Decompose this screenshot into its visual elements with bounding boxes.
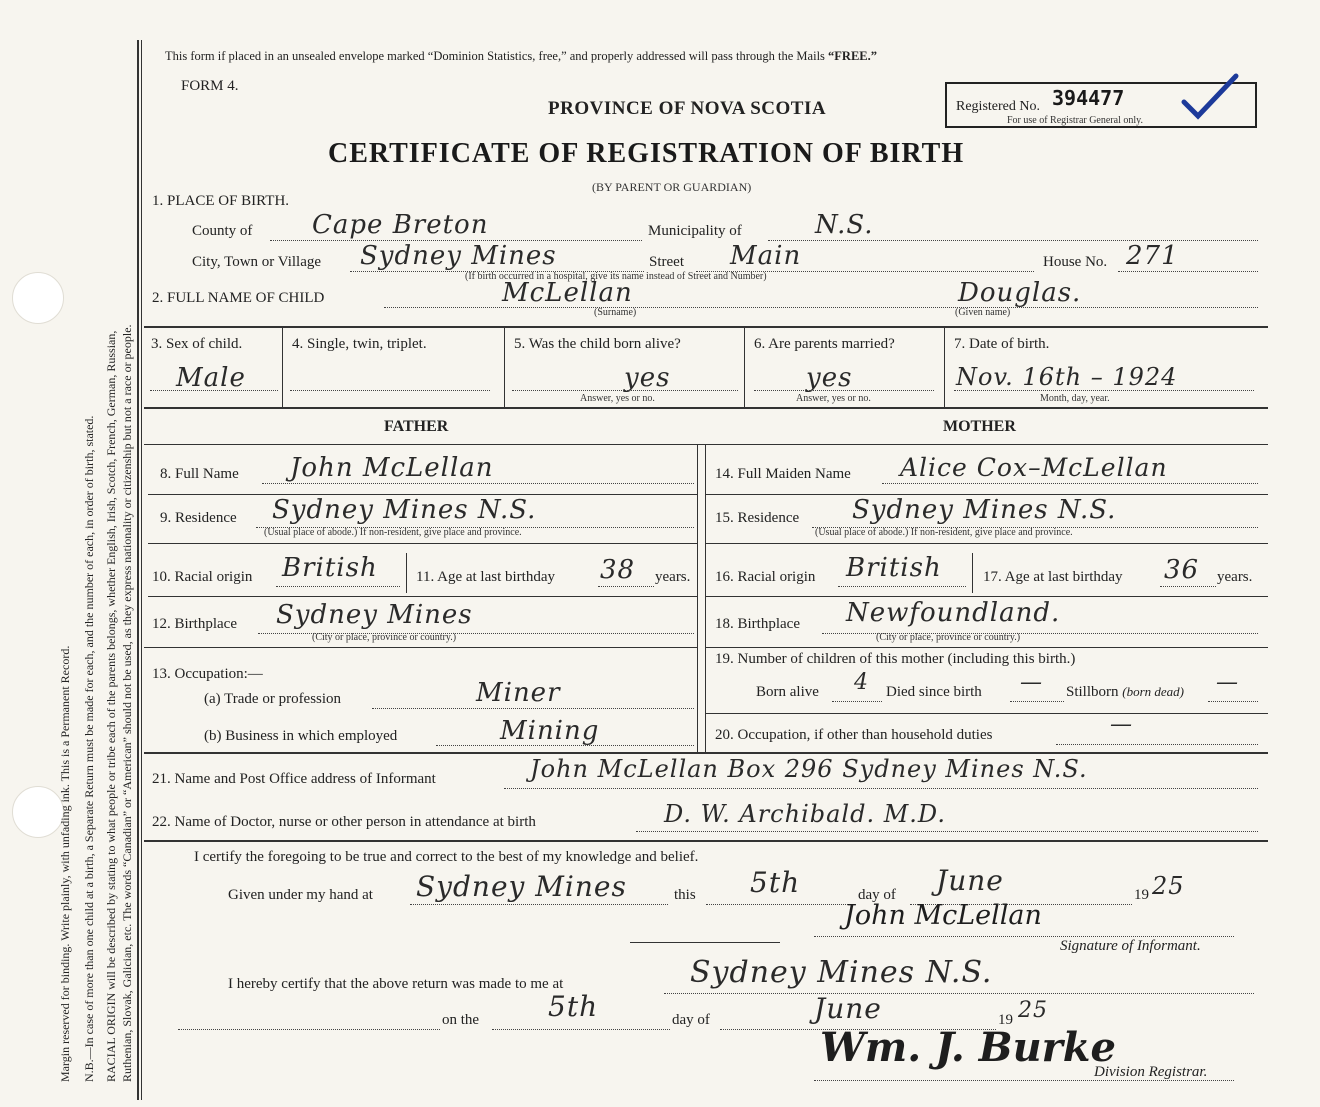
grid-top-rule (144, 326, 1268, 328)
died-since-birth-line (1010, 701, 1064, 702)
father-name-label: 8. Full Name (160, 466, 239, 482)
stillborn-value: — (1216, 670, 1239, 695)
father-name-value: John McLellan (290, 453, 494, 483)
father-age-years: years. (655, 569, 691, 585)
father-age-label: 11. Age at last birthday (416, 569, 555, 585)
given-place-value: Sydney Mines (416, 870, 627, 903)
margin-rule-inner (141, 40, 142, 1100)
mother-row-rule-2 (705, 543, 1268, 544)
registered-number: 394477 (1052, 86, 1125, 110)
business-value: Mining (500, 716, 600, 746)
on-month-value: June (814, 992, 882, 1025)
doctor-line (636, 831, 1258, 832)
given-day-value: 5th (750, 866, 801, 899)
parents-married-value: yes (806, 363, 853, 393)
city-label: City, Town or Village (192, 254, 322, 270)
municipality-value: N.S. (815, 210, 874, 240)
died-since-birth-value: — (1020, 670, 1043, 695)
doctor-label: 22. Name of Doctor, nurse or other person in attendance at birth (152, 814, 536, 830)
sex-line (150, 390, 278, 391)
father-age-value: 38 (600, 555, 636, 585)
on-year-prefix: 19 (998, 1012, 1013, 1028)
mother-residence-note: (Usual place of abode.) If non-resident, give place and province. (815, 527, 1073, 538)
mother-occupation-label: 20. Occupation, if other than household duties (715, 727, 993, 743)
date-of-birth-line (954, 390, 1254, 391)
mother-racial-line (838, 586, 966, 587)
child-surname-value: McLellan (502, 278, 633, 308)
born-alive-line (512, 390, 738, 391)
occupation-label: 13. Occupation:— (152, 666, 263, 682)
informant-signature: John McLellan (844, 900, 1042, 931)
died-since-birth-label: Died since birth (886, 684, 982, 700)
plurality-label: 4. Single, twin, triplet. (292, 336, 427, 352)
margin-note-racial-origin: RACIAL ORIGIN will be described by stating to what people or tribe each of the parents belongs, whether English, Irish, Scotch, French, German, Russian, (104, 330, 118, 1082)
informant-signature-label: Signature of Informant. (1060, 938, 1201, 954)
margin-note-racial-origin-cont: Ruthenian, Slovak, Galician, etc. The words “Canadian” or “American” should not be used, as they express nationality or citizenship but not a race or people. (120, 324, 134, 1082)
mother-name-label: 14. Full Maiden Name (715, 466, 851, 482)
parents-bottom-rule (144, 752, 1268, 754)
father-residence-note: (Usual place of abode.) If non-resident, give place and province. (264, 527, 522, 538)
father-birthplace-label: 12. Birthplace (152, 616, 237, 632)
on-year-value: 25 (1018, 998, 1048, 1023)
house-number-line (1118, 271, 1258, 272)
trade-line (372, 708, 694, 709)
mother-row-rule-3 (705, 596, 1268, 597)
father-racial-divider (406, 553, 407, 593)
hereby-certify-label: I hereby certify that the above return was made to me at (228, 976, 564, 992)
given-day-line (706, 904, 854, 905)
date-of-birth-note: Month, day, year. (1040, 393, 1110, 404)
this-label: this (674, 887, 696, 903)
municipality-line (768, 240, 1258, 241)
parents-divider-left (697, 444, 698, 752)
mother-row-rule-5 (705, 713, 1268, 714)
father-row-rule-3 (148, 596, 697, 597)
informant-value: John McLellan Box 296 Sydney Mines N.S. (530, 755, 1088, 783)
plurality-line (290, 390, 490, 391)
mother-age-years: years. (1217, 569, 1253, 585)
return-place-value: Sydney Mines N.S. (690, 955, 993, 990)
mother-age-line (1160, 586, 1216, 587)
father-row-rule-4 (144, 647, 697, 648)
given-year-prefix: 19 (1134, 887, 1149, 903)
binding-hole-bottom (12, 786, 64, 838)
house-number-label: House No. (1043, 254, 1108, 270)
day-of-label: day of (858, 887, 896, 903)
mother-racial-label: 16. Racial origin (715, 569, 816, 585)
on-the-label: on the (442, 1012, 480, 1028)
mother-residence-label: 15. Residence (715, 510, 800, 526)
city-value: Sydney Mines (360, 241, 557, 271)
given-place-line (410, 904, 668, 905)
registrar-signature: Wm. J. Burke (820, 1024, 1116, 1071)
child-given-name-value: Douglas. (958, 278, 1082, 308)
father-age-line (598, 586, 654, 587)
grid-col-rule-2 (504, 328, 505, 407)
doctor-value: D. W. Archibald. M.D. (664, 800, 946, 828)
informant-line (504, 788, 1258, 789)
mother-residence-value: Sydney Mines N.S. (852, 495, 1117, 525)
on-day-line (492, 1029, 670, 1030)
mother-occupation-value: — (1110, 712, 1133, 737)
mother-age-label: 17. Age at last birthday (983, 569, 1123, 585)
place-of-birth-heading: 1. PLACE OF BIRTH. (152, 193, 290, 209)
form-number: FORM 4. (181, 78, 239, 94)
municipality-label: Municipality of (648, 223, 742, 239)
date-of-birth-value: Nov. 16th – 1924 (956, 363, 1178, 391)
county-label: County of (192, 223, 253, 239)
signature-separator-rule (630, 942, 780, 943)
registered-number-label: Registered No. (956, 99, 1040, 114)
check-mark-icon (1180, 72, 1240, 122)
father-heading: FATHER (384, 418, 449, 435)
mother-birthplace-label: 18. Birthplace (715, 616, 800, 632)
father-row-rule-2 (148, 543, 697, 544)
given-month-value: June (936, 864, 1004, 897)
born-alive-label: 5. Was the child born alive? (514, 336, 681, 352)
mother-name-value: Alice Cox–McLellan (900, 453, 1168, 482)
stillborn-line (1208, 701, 1258, 702)
sex-value: Male (176, 363, 246, 393)
registrar-use-note: For use of Registrar General only. (1007, 115, 1143, 126)
grid-row-rule (144, 407, 1268, 409)
father-racial-label: 10. Racial origin (152, 569, 253, 585)
mother-racial-divider (972, 553, 973, 593)
certificate-title: CERTIFICATE OF REGISTRATION OF BIRTH (328, 138, 965, 169)
postal-notice: This form if placed in an unsealed envelope marked “Dominion Statistics, free,” and properly addressed will pass through the Mails “FREE.” (165, 49, 878, 63)
parents-divider-right (705, 444, 706, 752)
mother-birthplace-note: (City or place, province or country.) (876, 632, 1021, 643)
grid-col-rule-3 (744, 328, 745, 407)
father-residence-value: Sydney Mines N.S. (272, 495, 537, 525)
date-of-birth-label: 7. Date of birth. (954, 336, 1050, 352)
day-of-label-2: day of (672, 1012, 710, 1028)
certify-statement: I certify the foregoing to be true and correct to the best of my knowledge and belief. (194, 849, 699, 865)
born-alive-note: Answer, yes or no. (580, 393, 655, 404)
margin-note-binding: Margin reserved for binding. Write plainly, with unfading ink. This is a Permanent Record. (58, 645, 72, 1082)
certificate-subtitle: (BY PARENT OR GUARDIAN) (592, 180, 752, 194)
father-birthplace-note: (City or place, province or country.) (312, 632, 457, 643)
trade-label: (a) Trade or profession (204, 691, 342, 707)
on-the-left-line (178, 1029, 440, 1030)
born-alive-count-label: Born alive (756, 684, 819, 700)
given-year-value: 25 (1152, 872, 1185, 900)
on-day-value: 5th (548, 990, 599, 1023)
surname-note: (Surname) (594, 307, 637, 318)
father-residence-label: 9. Residence (160, 510, 237, 526)
grid-col-rule-1 (282, 328, 283, 407)
stillborn-label: Stillborn (born dead) (1066, 684, 1185, 700)
mother-birthplace-value: Newfoundland. (846, 598, 1061, 628)
margin-rule (137, 40, 139, 1100)
mother-name-line (882, 483, 1258, 484)
margin-note-multiple-births: N.B.—In case of more than one child at a birth, a Separate Return must be made for each, and the number of each, in order of birth, stated. (82, 415, 96, 1082)
father-racial-value: British (282, 553, 378, 583)
child-name-label: 2. FULL NAME OF CHILD (152, 290, 325, 306)
mother-occupation-line (1056, 744, 1258, 745)
binding-hole-top (12, 272, 64, 324)
county-value: Cape Breton (312, 210, 489, 240)
parents-married-line (754, 390, 934, 391)
mother-age-value: 36 (1164, 555, 1200, 585)
father-name-line (262, 483, 694, 484)
province-heading: PROVINCE OF NOVA SCOTIA (548, 98, 827, 119)
father-birthplace-value: Sydney Mines (276, 600, 473, 630)
trade-value: Miner (476, 678, 561, 708)
born-alive-count-value: 4 (854, 670, 869, 695)
certification-top-rule (144, 840, 1268, 842)
parents-married-note: Answer, yes or no. (796, 393, 871, 404)
mother-heading: MOTHER (943, 418, 1016, 435)
given-name-note: (Given name) (955, 307, 1011, 318)
born-alive-value: yes (624, 363, 671, 393)
parents-heading-rule (144, 444, 1268, 445)
father-racial-line (276, 586, 400, 587)
street-label: Street (649, 254, 684, 270)
house-number-value: 271 (1126, 241, 1179, 271)
grid-col-rule-4 (944, 328, 945, 407)
business-label: (b) Business in which employed (204, 728, 398, 744)
street-value: Main (730, 241, 802, 271)
informant-label: 21. Name and Post Office address of Informant (152, 771, 436, 787)
hospital-note: (If birth occurred in a hospital, give its name instead of Street and Number) (465, 271, 767, 282)
mother-racial-value: British (846, 553, 942, 583)
parents-married-label: 6. Are parents married? (754, 336, 895, 352)
informant-signature-line (814, 936, 1234, 937)
sex-label: 3. Sex of child. (151, 336, 243, 352)
given-under-hand-label: Given under my hand at (228, 887, 373, 903)
children-count-label: 19. Number of children of this mother (including this birth.) (715, 651, 1076, 667)
division-registrar-label: Division Registrar. (1094, 1064, 1208, 1080)
born-alive-count-line (832, 701, 882, 702)
return-place-line (664, 993, 1254, 994)
mother-row-rule-4 (705, 647, 1268, 648)
